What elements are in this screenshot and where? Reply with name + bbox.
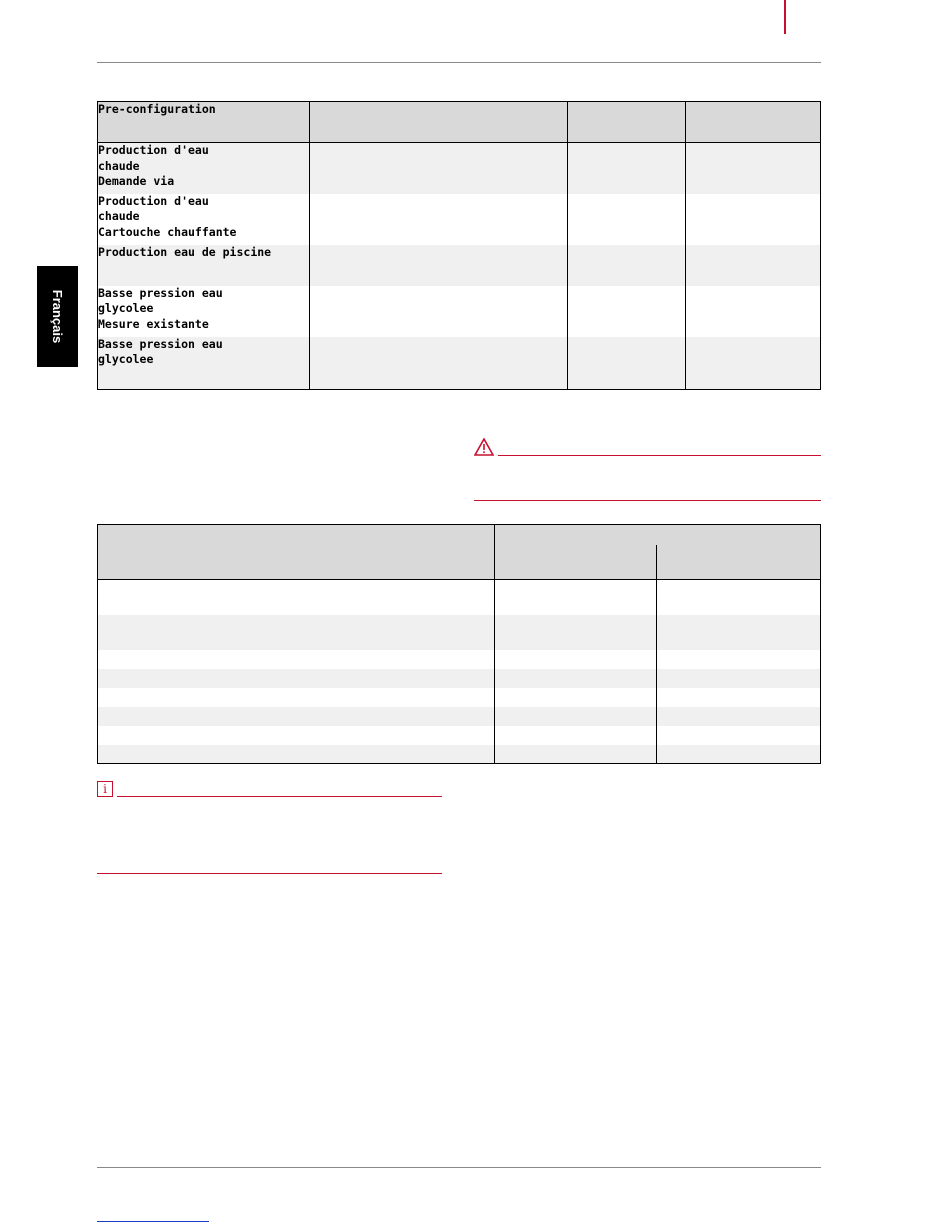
parameter-row (98, 726, 821, 745)
warning-top-rule (498, 455, 821, 456)
parameter-row (98, 615, 821, 650)
parameter-row (98, 745, 821, 764)
parameter-row (98, 669, 821, 688)
parameter-row (98, 707, 821, 726)
warning-triangle-icon (474, 438, 494, 456)
warning-bottom-rule (474, 500, 821, 501)
parameter-row (98, 580, 821, 615)
corner-mark (784, 0, 786, 34)
config-row (98, 194, 821, 245)
parameter-table (97, 524, 821, 764)
bottom-rule (97, 1167, 821, 1168)
config-row (98, 286, 821, 337)
parameter-table-header-row (98, 525, 821, 545)
info-i-icon: i (97, 781, 113, 797)
language-tab (37, 266, 78, 367)
info-top-rule (117, 796, 442, 797)
config-row (98, 337, 821, 390)
language-tab-label: Français (50, 289, 66, 344)
configuration-table (97, 101, 821, 390)
config-table-header: Pre-configuration (98, 102, 310, 143)
top-rule (97, 62, 821, 63)
footer-link-underline (97, 1221, 209, 1222)
parameter-row (98, 688, 821, 707)
info-bottom-rule (97, 873, 442, 874)
config-row-label: Production d'eau chaude Demande via (98, 143, 310, 194)
config-table-header-row (98, 102, 821, 143)
config-row-label: Production d'eau chaude Cartouche chauffante (98, 193, 237, 239)
config-row-label: Basse pression eau glycolee (98, 337, 310, 390)
config-row-label: Basse pression eau glycolee Mesure existante (98, 285, 223, 331)
config-row-label: Production eau de piscine (98, 245, 310, 286)
parameter-row (98, 650, 821, 669)
config-row (98, 143, 821, 194)
config-row (98, 245, 821, 286)
